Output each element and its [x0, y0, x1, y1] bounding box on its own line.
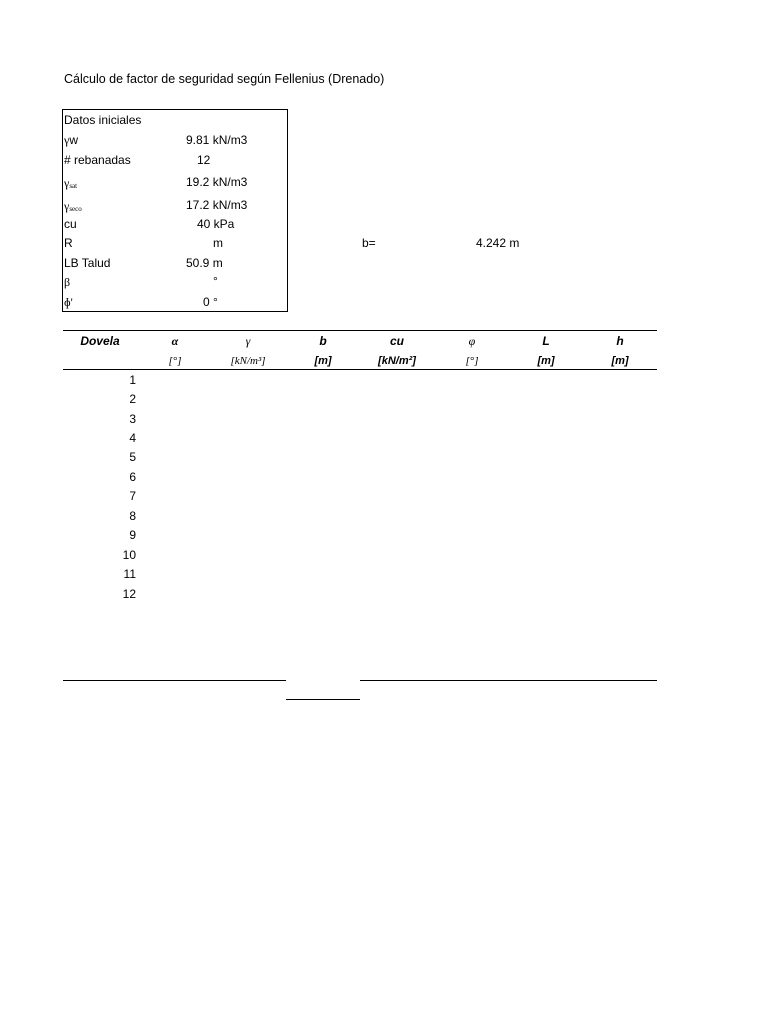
unit-phi: [°] [465, 355, 479, 367]
rebanadas-value: 12 [197, 153, 211, 167]
header-b: b [319, 334, 327, 348]
header-l: L [542, 334, 550, 348]
table-top-rule [63, 330, 657, 331]
gamma-symbol: γ [64, 176, 70, 190]
unit-l: [m] [537, 355, 555, 367]
gamma-w-value: 9.81 kN/m3 [186, 133, 248, 147]
datos-header: Datos iniciales [64, 113, 142, 127]
table-row: 5 [129, 450, 136, 464]
header-h: h [616, 334, 624, 348]
page-title: Cálculo de factor de seguridad según Fellenius (Drenado) [64, 72, 385, 86]
header-alpha: α [171, 334, 179, 348]
beta-label: β [64, 275, 71, 289]
table-header-rule [63, 369, 657, 370]
bottom-rule-middle [286, 699, 360, 700]
header-cu: cu [389, 334, 404, 348]
gamma-seco-label [64, 199, 82, 216]
gamma-symbol: γ [64, 133, 70, 147]
header-gamma: γ [245, 334, 251, 348]
unit-h: [m] [611, 355, 629, 367]
bottom-rule-right [360, 680, 657, 681]
table-row: 6 [129, 470, 136, 484]
table-row: 8 [129, 509, 136, 523]
gamma-seco-subscript: seco [69, 205, 82, 213]
lb-talud-value: 50.9 m [186, 256, 223, 270]
table-row: 9 [129, 528, 136, 542]
b-label: b= [362, 236, 376, 250]
gamma-symbol: γ [64, 199, 70, 213]
table-row: 11 [123, 567, 136, 581]
cu-label: cu [64, 217, 77, 231]
b-value: 4.242 m [476, 236, 520, 250]
table-row: 3 [129, 412, 136, 426]
unit-alpha: [°] [168, 355, 182, 367]
r-value: m [213, 236, 223, 250]
gamma-sat-label [64, 176, 77, 193]
phi-label: ɸ' [64, 295, 73, 309]
table-row: 1 [129, 373, 136, 387]
table-row: 4 [129, 431, 136, 445]
gamma-seco-value: 17.2 kN/m3 [186, 198, 248, 212]
table-row: 7 [129, 489, 136, 503]
phi-value: 0 ° [203, 295, 218, 309]
beta-value: ° [213, 274, 218, 288]
header-dovela: Dovela [80, 334, 120, 348]
bottom-rule-left [63, 680, 286, 681]
table-row: 10 [122, 548, 136, 562]
unit-gamma: [kN/m³] [230, 355, 266, 367]
rebanadas-label: # rebanadas [64, 153, 131, 167]
gamma-sat-subscript: sat [69, 182, 78, 190]
gamma-sat-value: 19.2 kN/m3 [186, 175, 248, 189]
cu-value: 40 kPa [197, 217, 235, 231]
unit-b: [m] [314, 355, 332, 367]
header-phi: φ [468, 334, 476, 348]
lb-talud-label: LB Talud [64, 256, 111, 270]
unit-cu: [kN/m²] [378, 355, 416, 367]
datos-iniciales-box [62, 109, 288, 312]
gamma-w-suffix: w [69, 133, 78, 147]
table-row: 2 [129, 392, 136, 406]
r-label: R [64, 236, 73, 250]
table-row: 12 [122, 587, 136, 601]
gamma-w-label [64, 133, 78, 147]
